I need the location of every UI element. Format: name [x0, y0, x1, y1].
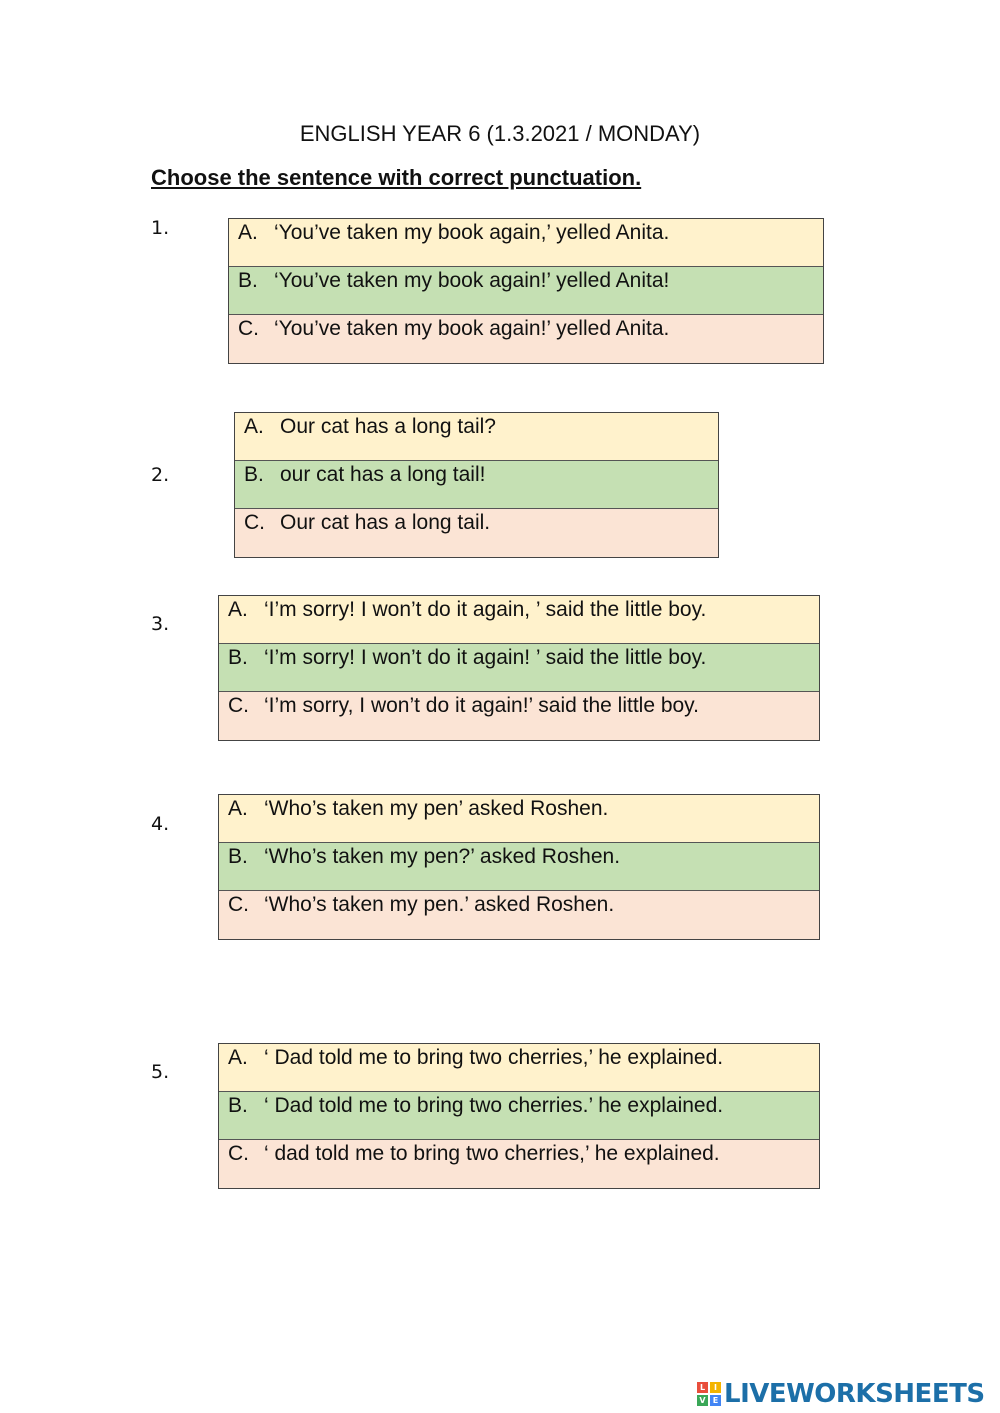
- page-title: ENGLISH YEAR 6 (1.3.2021 / MONDAY): [299, 121, 701, 146]
- question-number: 5.: [151, 1061, 170, 1083]
- option-letter: C.: [228, 1142, 249, 1165]
- option-text: our cat has a long tail!: [280, 463, 486, 486]
- option-a[interactable]: [229, 219, 823, 267]
- question-2-options: [234, 412, 719, 558]
- option-letter: B.: [228, 646, 248, 669]
- option-letter: B.: [238, 269, 258, 292]
- option-letter: A.: [244, 415, 264, 438]
- option-b[interactable]: [219, 644, 819, 692]
- logo-mark-letter: E: [710, 1395, 721, 1406]
- option-text: ‘You’ve taken my book again!’ yelled Anita!: [274, 269, 670, 292]
- option-a[interactable]: [235, 413, 718, 461]
- question-number: 2.: [151, 464, 170, 486]
- logo-text: LIVEWORKSHEETS: [724, 1379, 985, 1409]
- option-text: Our cat has a long tail?: [280, 415, 496, 438]
- option-text: ‘ Dad told me to bring two cherries.’ he explained.: [264, 1094, 724, 1117]
- option-letter: A.: [228, 797, 248, 820]
- question-5-options: [218, 1043, 820, 1189]
- option-b[interactable]: [219, 843, 819, 891]
- option-letter: A.: [238, 221, 258, 244]
- option-text: ‘ dad told me to bring two cherries,’ he explained.: [264, 1142, 720, 1165]
- option-text: ‘I’m sorry! I won’t do it again, ’ said the little boy.: [264, 598, 707, 621]
- question-number: 3.: [151, 613, 170, 635]
- option-text: ‘I’m sorry! I won’t do it again! ’ said the little boy.: [264, 646, 707, 669]
- logo-mark-letter: L: [697, 1382, 708, 1393]
- question-1-options: [228, 218, 824, 364]
- instruction-heading: Choose the sentence with correct punctuation.: [151, 165, 642, 190]
- question-number: 4.: [151, 813, 170, 835]
- option-c[interactable]: [235, 509, 718, 557]
- question-3-options: [218, 595, 820, 741]
- option-text: ‘Who’s taken my pen’ asked Roshen.: [264, 797, 609, 820]
- liveworksheets-logo: [697, 1377, 985, 1411]
- option-c[interactable]: [219, 692, 819, 740]
- question-number: 1.: [151, 217, 170, 239]
- option-a[interactable]: [219, 795, 819, 843]
- option-b[interactable]: [229, 267, 823, 315]
- logo-mark-letter: V: [697, 1395, 708, 1406]
- question-4-options: [218, 794, 820, 940]
- logo-mark-letter: I: [710, 1382, 721, 1393]
- option-text: ‘Who’s taken my pen.’ asked Roshen.: [264, 893, 615, 916]
- option-letter: C.: [238, 317, 259, 340]
- option-c[interactable]: [219, 891, 819, 939]
- option-letter: A.: [228, 598, 248, 621]
- option-b[interactable]: [219, 1092, 819, 1140]
- option-b[interactable]: [235, 461, 718, 509]
- option-c[interactable]: [229, 315, 823, 363]
- option-text: Our cat has a long tail.: [280, 511, 491, 534]
- option-letter: C.: [228, 893, 249, 916]
- option-text: ‘You’ve taken my book again!’ yelled Anita.: [274, 317, 670, 340]
- option-letter: B.: [228, 1094, 248, 1117]
- option-letter: B.: [228, 845, 248, 868]
- option-letter: C.: [228, 694, 249, 717]
- option-text: ‘Who’s taken my pen?’ asked Roshen.: [264, 845, 621, 868]
- option-a[interactable]: [219, 1044, 819, 1092]
- option-letter: B.: [244, 463, 264, 486]
- option-text: ‘ Dad told me to bring two cherries,’ he explained.: [264, 1046, 724, 1069]
- option-c[interactable]: [219, 1140, 819, 1188]
- option-a[interactable]: [219, 596, 819, 644]
- option-text: ‘You’ve taken my book again,’ yelled Anita.: [274, 221, 670, 244]
- option-letter: C.: [244, 511, 265, 534]
- logo-mark-icon: [697, 1382, 721, 1406]
- option-letter: A.: [228, 1046, 248, 1069]
- option-text: ‘I’m sorry, I won’t do it again!’ said the little boy.: [264, 694, 699, 717]
